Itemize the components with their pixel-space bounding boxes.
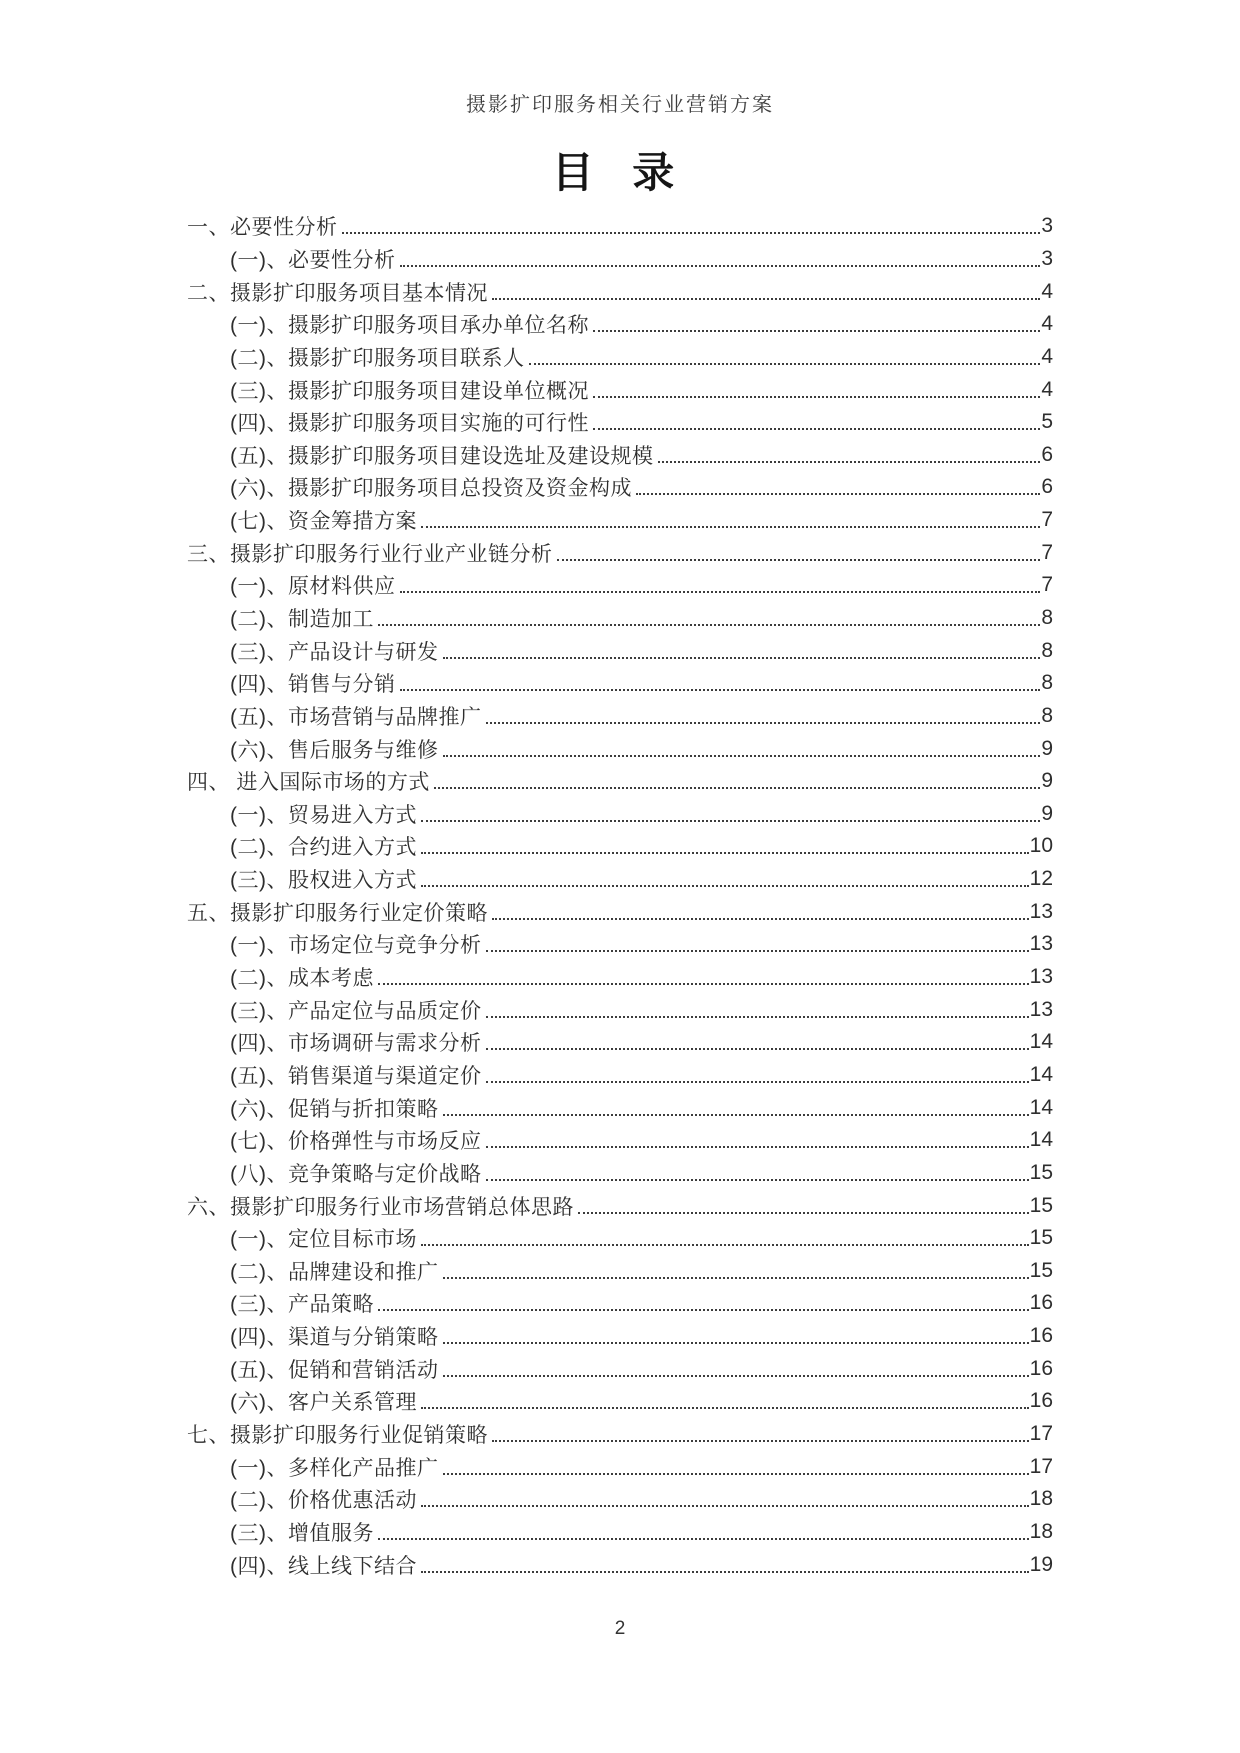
toc-entry-page: 6 [1041,442,1053,466]
toc-entry-leader [557,559,1041,561]
toc-entry-title: (三)、摄影扩印服务项目建设单位概况 [230,379,589,403]
toc-entry-page: 13 [1029,932,1053,956]
toc-entry[interactable] [187,406,1053,439]
toc-entry-leader [421,1505,1029,1507]
toc-entry-page: 8 [1041,671,1053,695]
toc-entry-leader [593,396,1040,398]
toc-entry-leader [400,689,1041,691]
toc-entry-leader [486,1048,1029,1050]
toc-entry-title: (三)、产品策略 [230,1293,374,1317]
toc-entry-page: 3 [1041,214,1053,238]
toc-entry[interactable] [187,732,1053,765]
toc-entry-title: 五、摄影扩印服务行业定价策略 [187,901,488,925]
toc-entry-leader [486,950,1029,952]
toc-entry[interactable] [187,1418,1053,1451]
toc-entry[interactable] [187,275,1053,308]
toc-entry-leader [421,852,1029,854]
toc-entry-title: (五)、摄影扩印服务项目建设选址及建设规模 [230,444,654,468]
toc-entry-leader [378,624,1040,626]
toc-entry-title: (一)、贸易进入方式 [230,803,417,827]
page-number-footer: 2 [614,1618,626,1639]
toc-entry-page: 7 [1041,540,1053,564]
toc-entry-page: 6 [1041,475,1053,499]
toc-entry[interactable] [187,1320,1053,1353]
toc-entry-title: (二)、价格优惠活动 [230,1489,417,1513]
toc-entry[interactable] [187,243,1053,276]
toc-entry-page: 8 [1041,638,1053,662]
toc-entry-title: (二)、合约进入方式 [230,836,417,860]
toc-entry-leader [421,1407,1029,1409]
toc-entry-page: 9 [1041,736,1053,760]
toc-entry-page: 19 [1029,1552,1053,1576]
toc-entry-title: (四)、摄影扩印服务项目实施的可行性 [230,412,589,436]
toc-entry-leader [486,1179,1029,1181]
toc-entry-title: 二、摄影扩印服务项目基本情况 [187,281,488,305]
toc-entry[interactable] [187,308,1053,341]
toc-entry[interactable] [187,1189,1053,1222]
toc-entry-page: 18 [1029,1519,1053,1543]
toc-entry-page: 4 [1041,312,1053,336]
toc-entry-leader [443,657,1041,659]
toc-entry[interactable] [187,700,1053,733]
toc-entry-leader [486,1016,1029,1018]
toc-entry-leader [443,1342,1029,1344]
toc-entry-title: (六)、摄影扩印服务项目总投资及资金构成 [230,477,632,501]
toc-entry-title: (六)、售后服务与维修 [230,738,439,762]
toc-entry-page: 12 [1029,867,1053,891]
toc-entry[interactable] [187,993,1053,1026]
toc-entry-leader [434,787,1040,789]
toc-entry[interactable] [187,1091,1053,1124]
toc-entry-title: (七)、资金筹措方案 [230,510,417,534]
toc-entry[interactable] [187,341,1053,374]
toc-entry-title: 四、 进入国际市场的方式 [187,771,430,795]
document-header: 摄影扩印服务相关行业营销方案 [466,94,774,116]
toc-entry-leader [578,1212,1029,1214]
toc-entry-leader [443,1277,1029,1279]
toc-entry-page: 13 [1029,965,1053,989]
toc-entry-title: (四)、线上线下结合 [230,1554,417,1578]
toc-entry[interactable] [187,895,1053,928]
toc-entry-page: 14 [1029,1030,1053,1054]
toc-entry[interactable] [187,667,1053,700]
toc-entry-title: (六)、促销与折扣策略 [230,1097,439,1121]
toc-entry-page: 14 [1029,1062,1053,1086]
toc-entry[interactable] [187,1450,1053,1483]
toc-entry-page: 13 [1029,899,1053,923]
toc-entry[interactable] [187,373,1053,406]
toc-entry-page: 17 [1029,1422,1053,1446]
toc-entry-page: 16 [1029,1356,1053,1380]
toc-entry-leader [421,820,1040,822]
toc-entry[interactable] [187,1255,1053,1288]
toc-entry-leader [529,363,1041,365]
toc-entry-title: 三、摄影扩印服务行业行业产业链分析 [187,542,553,566]
toc-entry-leader [443,1375,1029,1377]
toc-entry[interactable] [187,863,1053,896]
toc-entry[interactable] [187,1124,1053,1157]
toc-entry-title: (六)、客户关系管理 [230,1391,417,1415]
toc-entry-page: 9 [1041,769,1053,793]
toc-entry-leader [400,265,1041,267]
toc-entry[interactable] [187,438,1053,471]
toc-entry-title: (一)、市场定位与竞争分析 [230,934,482,958]
toc-entry-title: (四)、市场调研与需求分析 [230,1032,482,1056]
toc-entry-title: (四)、渠道与分销策略 [230,1326,439,1350]
toc-entry-title: (一)、定位目标市场 [230,1228,417,1252]
toc-entry-page: 15 [1029,1193,1053,1217]
toc-entry-title: (五)、销售渠道与渠道定价 [230,1064,482,1088]
toc-entry-page: 14 [1029,1095,1053,1119]
toc-entry-leader [378,983,1029,985]
toc-entry-leader [421,1244,1029,1246]
toc-entry[interactable] [187,569,1053,602]
toc-list [187,210,1053,1581]
toc-entry-page: 18 [1029,1487,1053,1511]
toc-entry[interactable] [187,1483,1053,1516]
toc-entry[interactable] [187,928,1053,961]
toc-entry-leader [443,755,1041,757]
toc-entry-title: (一)、多样化产品推广 [230,1456,439,1480]
toc-entry-leader [421,885,1029,887]
toc-entry[interactable] [187,536,1053,569]
toc-entry-leader [400,591,1041,593]
toc-entry-leader [492,918,1029,920]
toc-entry-leader [443,1114,1029,1116]
toc-entry-page: 16 [1029,1389,1053,1413]
toc-entry-title: (一)、摄影扩印服务项目承办单位名称 [230,314,589,338]
toc-entry[interactable] [187,1385,1053,1418]
toc-entry-leader [658,461,1041,463]
toc-entry[interactable] [187,1222,1053,1255]
toc-entry-page: 16 [1029,1324,1053,1348]
toc-entry-leader [421,526,1040,528]
toc-entry-page: 16 [1029,1291,1053,1315]
toc-entry[interactable] [187,210,1053,243]
toc-entry-page: 8 [1041,703,1053,727]
toc-entry[interactable] [187,1026,1053,1059]
toc-entry-leader [636,493,1040,495]
toc-entry-leader [342,232,1041,234]
toc-entry-leader [492,1440,1029,1442]
toc-entry-leader [593,330,1040,332]
toc-entry[interactable] [187,961,1053,994]
toc-entry[interactable] [187,471,1053,504]
toc-entry-page: 9 [1041,801,1053,825]
toc-entry-page: 13 [1029,997,1053,1021]
toc-entry-title: (一)、原材料供应 [230,575,396,599]
toc-entry-page: 7 [1041,573,1053,597]
toc-entry-title: (二)、品牌建设和推广 [230,1260,439,1284]
toc-entry-title: (三)、股权进入方式 [230,869,417,893]
toc-entry-title: (八)、竞争策略与定价战略 [230,1162,482,1186]
toc-entry-title: (五)、市场营销与品牌推广 [230,705,482,729]
toc-entry-page: 4 [1041,377,1053,401]
toc-entry-page: 17 [1029,1454,1053,1478]
toc-entry-title: (三)、增值服务 [230,1521,374,1545]
toc-entry[interactable] [187,798,1053,831]
toc-entry-title: 七、摄影扩印服务行业促销策略 [187,1424,488,1448]
toc-entry-title: (五)、促销和营销活动 [230,1358,439,1382]
toc-entry-leader [378,1309,1029,1311]
toc-entry-title: (二)、制造加工 [230,608,374,631]
toc-entry-leader [443,1473,1029,1475]
toc-entry[interactable] [187,1059,1053,1092]
toc-entry-leader [492,298,1040,300]
toc-entry[interactable] [187,1548,1053,1581]
toc-entry-title: 六、摄影扩印服务行业市场营销总体思路 [187,1195,574,1219]
toc-entry-leader [486,722,1041,724]
toc-entry-leader [593,428,1040,430]
toc-entry-page: 15 [1029,1160,1053,1184]
toc-entry[interactable] [187,634,1053,667]
toc-entry-page: 8 [1041,606,1053,629]
toc-entry-page: 4 [1041,279,1053,303]
toc-entry-title: (四)、销售与分销 [230,673,396,697]
toc-entry-page: 15 [1029,1258,1053,1282]
toc-entry[interactable] [187,504,1053,537]
toc-entry[interactable] [187,1352,1053,1385]
toc-entry[interactable] [187,830,1053,863]
toc-entry-page: 15 [1029,1226,1053,1250]
toc-entry-title: 一、必要性分析 [187,216,338,240]
toc-entry[interactable] [187,1287,1053,1320]
toc-entry-title: (七)、价格弹性与市场反应 [230,1130,482,1154]
toc-entry-page: 3 [1041,246,1053,270]
toc-entry-page: 10 [1029,834,1053,858]
toc-entry[interactable] [187,1157,1053,1190]
toc-entry-title: (一)、必要性分析 [230,248,396,272]
toc-entry-leader [486,1081,1029,1083]
toc-entry-title: (三)、产品设计与研发 [230,640,439,664]
toc-entry[interactable] [187,765,1053,798]
toc-entry-page: 14 [1029,1128,1053,1152]
toc-entry-title: (二)、成本考虑 [230,967,374,991]
toc-entry-page: 4 [1041,344,1053,368]
toc-entry-leader [378,1538,1029,1540]
toc-entry-title: (二)、摄影扩印服务项目联系人 [230,346,525,370]
toc-entry-leader [421,1571,1029,1573]
toc-entry-page: 7 [1041,508,1053,532]
toc-title: 目 录 [551,151,689,197]
toc-entry-leader [486,1146,1029,1148]
toc-entry[interactable] [187,1516,1053,1549]
toc-entry-title: (三)、产品定位与品质定价 [230,999,482,1023]
toc-entry[interactable] [187,602,1053,635]
toc-entry-page: 5 [1041,410,1053,434]
